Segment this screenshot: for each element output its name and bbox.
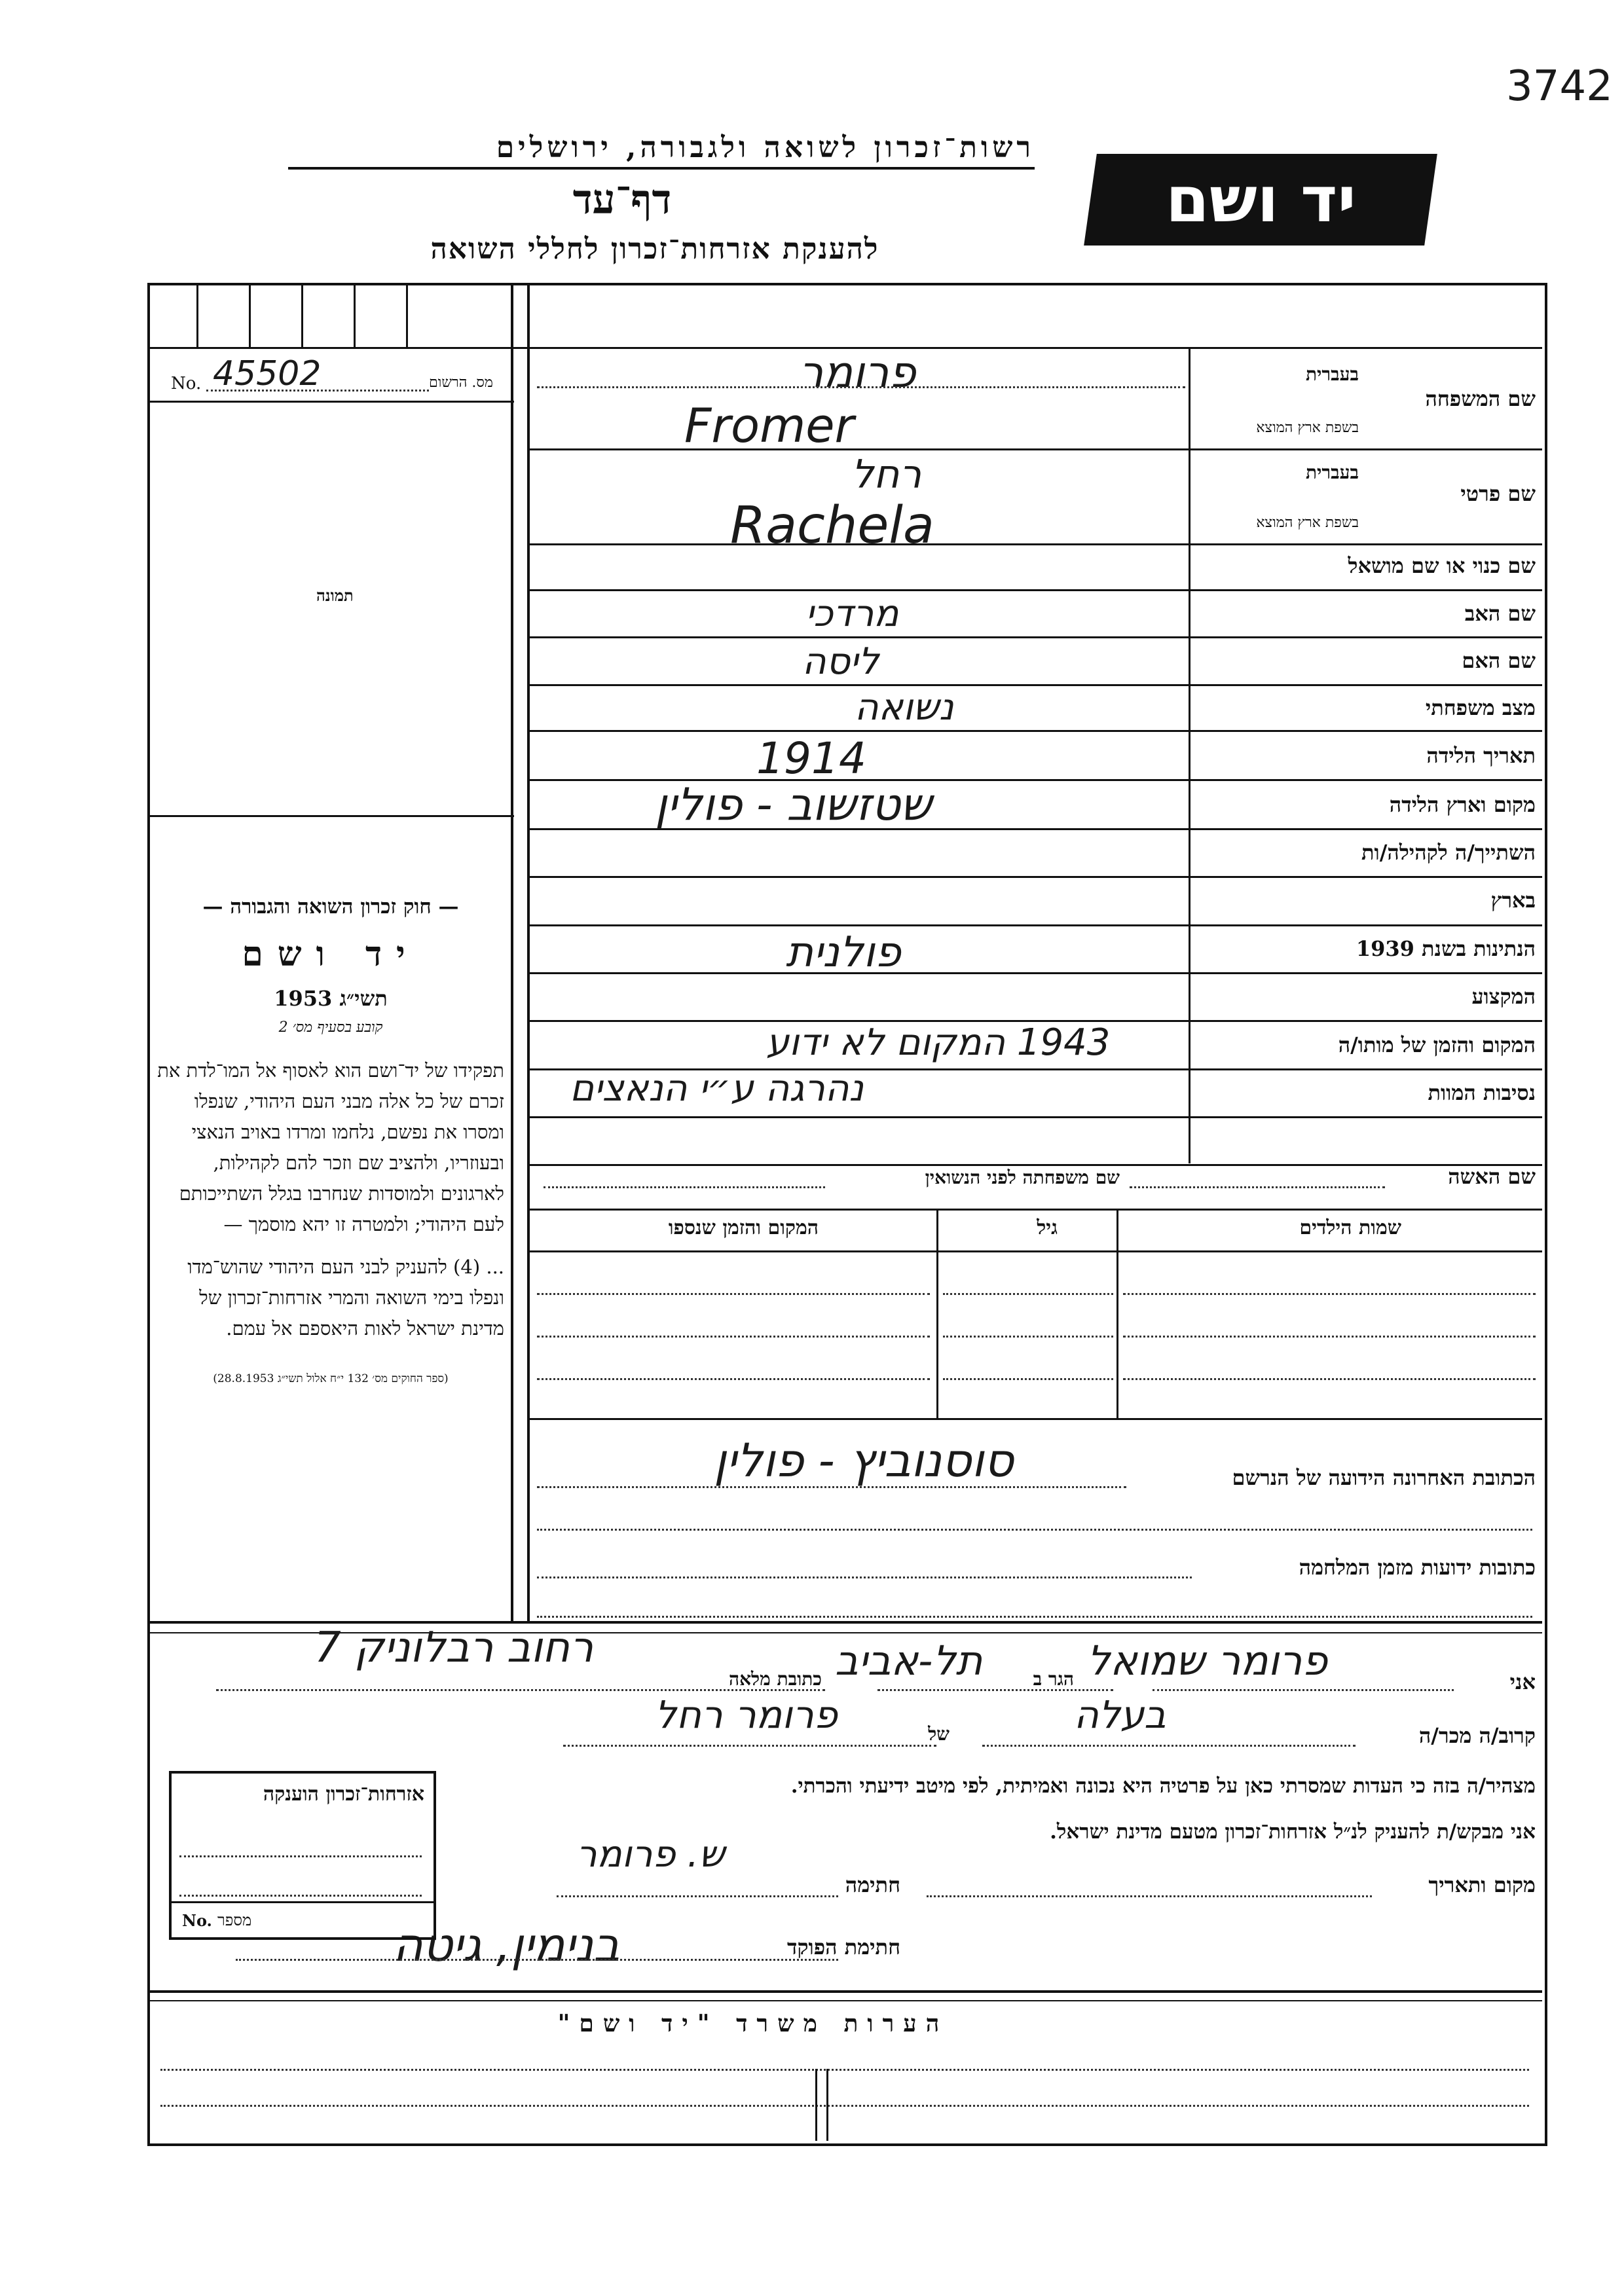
- country-label: בארץ: [1490, 888, 1536, 913]
- first-name-label: שם פרטי: [1460, 481, 1536, 506]
- birth-place-value: שטזשוב - פולין: [655, 779, 932, 831]
- marital-label: מצב משפחתי: [1425, 695, 1536, 720]
- first-name-local-value: Rachela: [730, 496, 934, 555]
- declarant-lives-label: הגר ב: [1033, 1668, 1074, 1690]
- request-text: אני מבקש/ת להעניק לנ״ל אזרחות־זכרון מטעם מדינת ישראל.: [1050, 1820, 1536, 1844]
- law-text: [157, 890, 504, 1388]
- declarant-of-name: פרומר רחל: [655, 1692, 838, 1737]
- official-signature-label: חתימת הפוקד: [787, 1935, 900, 1959]
- declarant-signature: ש. פרומר: [576, 1833, 725, 1876]
- profession-label: המקצוע: [1471, 984, 1536, 1009]
- registration-no: [167, 354, 534, 396]
- official-signature: בנימין, גיטה: [393, 1918, 620, 1972]
- family-name-local-label: בשפת ארץ המוצא: [1256, 420, 1359, 436]
- last-address-label: הכתובת האחרונה הידועה של הנרשם: [1232, 1465, 1536, 1490]
- law-para2: ... (4) להעניק לבני העם היהודי שהוש־מדו ונפלו בימי השואה והמרי אזרחות־זכרון של מדינת ישראל לאות היאספם אל עמם.: [187, 1255, 504, 1339]
- law-para1: תפקידו של יד־ושם הוא לאסוף אל המו־לדת את זכרם של כל אלה מבני העם היהודי, שנפלו ומסרו את נפשם, נלחמו ומרדו באויב הנאצי ובעוזריו, ולהציב שם וזכר להם לקהילות, לארגונים ולמוסדות שנחרבו בגלל השתייכותם לעם היהודי; ולמטרה זו יהא מוסמך —: [157, 1059, 504, 1235]
- declarant-of-label: של: [928, 1723, 950, 1745]
- logo-text: יד ושם: [1165, 163, 1356, 236]
- marital-value: נשואה: [855, 686, 954, 729]
- children-age-header: גיל: [1037, 1216, 1058, 1239]
- first-name-hebrew-value: רחל: [851, 452, 922, 498]
- wife-label: שם האשה: [1448, 1164, 1536, 1189]
- death-place-value: 1943 המקום לא ידוע: [766, 1021, 1111, 1064]
- birth-place-label: מקום וארץ הלידה: [1389, 792, 1536, 817]
- form-title: דף־עד: [572, 175, 672, 223]
- children-place-header: המקום והזמן שנספו: [668, 1216, 819, 1239]
- mother-value: ליסה: [802, 640, 879, 683]
- birth-date-value: 1914: [756, 733, 866, 784]
- death-circumstances-label: נסיבות המוות: [1428, 1080, 1536, 1105]
- citizenship-box-title: אזרחות־זכרון הוענקה: [263, 1783, 424, 1806]
- father-value: מרדכי: [805, 592, 899, 635]
- declarant-address: רחוב רבלוניק 7: [314, 1624, 594, 1672]
- registration-value: 45502: [213, 354, 322, 393]
- signature-label: חתימה: [845, 1872, 900, 1897]
- photo-label: תמונה: [316, 586, 354, 605]
- declarant-relation: בעלה: [1074, 1692, 1166, 1737]
- death-circumstances-value: נהרגה ע״י הנאצים: [570, 1067, 864, 1110]
- war-addresses-label: כתובות ידועות מזמן המלחמה: [1299, 1555, 1536, 1580]
- corner-number: 3742: [1506, 62, 1613, 111]
- declarant-address-label: כתובת מלאה: [728, 1668, 822, 1690]
- photo-area: [149, 403, 511, 815]
- first-name-local-label: בשפת ארץ המוצא: [1256, 515, 1359, 531]
- wife-maiden-label: שם משפחתה לפני הנשואין: [925, 1167, 1120, 1188]
- law-name: יד ושם: [242, 934, 420, 975]
- citizenship-box-no: No.: [182, 1911, 212, 1930]
- declarant-relative-label: קרוב/ה מכר/ה: [1418, 1723, 1536, 1748]
- nickname-label: שם כנוי או שם מושאל: [1348, 553, 1536, 578]
- office-notes-title: הערות משרד "יד ושם": [557, 2010, 949, 2037]
- children-names-header: שמות הילדים: [1299, 1216, 1401, 1239]
- law-reference: (ספר החוקים מס׳ 132 י״ח אלול תשי״ג 28.8.1953): [213, 1372, 449, 1385]
- citizenship-granted-box: [169, 1771, 436, 1940]
- family-name-local-value: Fromer: [684, 398, 855, 453]
- citizenship-value: פולנית: [786, 928, 901, 977]
- father-label: שם האב: [1464, 601, 1536, 626]
- family-name-hebrew-value: פרומר: [799, 347, 916, 397]
- citizenship-label: הנתינות בשנת 1939: [1356, 936, 1536, 961]
- form-subtitle: להענקת אזרחות־זכרון לחללי השואה: [430, 232, 879, 266]
- law-title: — חוק זכרון השואה והגבורה —: [202, 895, 459, 919]
- death-place-label: המקום והזמן של מותו/ה: [1338, 1032, 1536, 1057]
- registration-label: מס. הרשום: [429, 374, 493, 391]
- declarant-city: תל-אביב: [835, 1637, 983, 1685]
- community-label: השתייך/ה לקהילה/ות: [1361, 840, 1536, 865]
- declaration-text: מצהיר/ה בזה כי העדות שמסרתי כאן על פרטיה היא נכונה ואמיתית, לפי מיטב ידיעתי והכרתי.: [790, 1774, 1536, 1798]
- birth-date-label: תאריך הלידה: [1426, 743, 1536, 768]
- place-date-label: מקום ותאריך: [1428, 1872, 1536, 1897]
- yad-vashem-logo: [1084, 154, 1437, 246]
- family-name-label: שם המשפחה: [1425, 386, 1536, 411]
- law-year: תשי״ג 1953: [274, 986, 388, 1011]
- last-address-value: סוסנוביץ - פולין: [714, 1434, 1014, 1487]
- citizenship-box-number: מספר: [217, 1911, 252, 1929]
- family-name-hebrew-label: בעברית: [1305, 363, 1359, 385]
- law-clause: קובע בסעיף מס׳ 2: [278, 1019, 383, 1036]
- registration-no-label: No.: [171, 374, 202, 393]
- authority-line: רשות־זכרון לשואה ולגבורה, ירושלים: [288, 131, 1035, 170]
- mother-label: שם האם: [1462, 648, 1536, 673]
- declarant-i-label: אני: [1509, 1669, 1536, 1694]
- first-name-hebrew-label: בעברית: [1305, 462, 1359, 483]
- declarant-name: פרומר שמואל: [1087, 1637, 1328, 1685]
